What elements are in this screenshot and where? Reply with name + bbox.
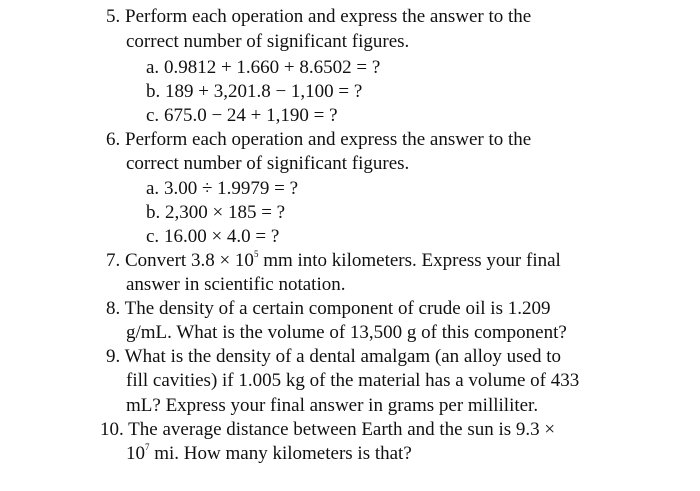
problem-5-part-a-text: 0.9812 + 1.660 + 8.6502 = ? <box>163 57 381 78</box>
problem-10-line-1 <box>100 418 555 442</box>
problem-6-part-c-text: 16.00 × 4.0 = ? <box>163 226 280 247</box>
problem-7-line-1 <box>106 249 561 273</box>
problem-6-line-2: correct number of significant figures. <box>126 153 410 174</box>
problem-5-part-b-text: 189 + 3,201.8 − 1,100 = ? <box>165 81 363 102</box>
problem-5-text: Perform each operation and express the answer to the <box>125 6 532 27</box>
problem-5-part-a-label: a. <box>146 57 160 78</box>
problem-9-text: What is the density of a dental amalgam (an alloy used to <box>124 346 562 367</box>
problem-10-exponent: 7 <box>145 442 150 452</box>
problem-10-text: The average distance between Earth and the sun is 9.3 × <box>128 419 556 440</box>
problem-5-part-c-text: 675.0 − 24 + 1,190 = ? <box>163 105 338 126</box>
problem-6-part-b <box>146 201 285 225</box>
problem-5-part-c-label: c. <box>146 105 160 126</box>
problem-9-number: 9. <box>106 346 121 367</box>
problem-6-part-a <box>146 177 298 201</box>
problem-10-text-before: 10 <box>126 443 145 464</box>
problem-7-number: 7. <box>106 250 121 271</box>
problem-9-line-1 <box>106 345 561 369</box>
problem-6-part-a-text: 3.00 ÷ 1.9979 = ? <box>163 178 299 199</box>
problem-6-part-c-label: c. <box>146 226 160 247</box>
problem-7-text-before: Convert 3.8 × 10 <box>125 250 254 271</box>
problem-10-number: 10. <box>100 419 124 440</box>
problem-7-line-2: answer in scientific notation. <box>126 274 346 295</box>
problem-5-part-c <box>146 104 338 128</box>
problem-5-number: 5. <box>106 6 121 27</box>
problem-8-number: 8. <box>106 298 121 319</box>
problem-5-part-a <box>146 56 380 80</box>
problem-8-text: The density of a certain component of crude oil is 1.209 <box>124 298 551 319</box>
problem-7-text-after: mm into kilometers. Express your final <box>258 250 561 271</box>
problem-10-line-2 <box>126 442 412 466</box>
problem-6-line-1 <box>106 128 531 152</box>
problem-6-part-c <box>146 225 279 249</box>
problem-5-part-b <box>146 80 362 104</box>
problem-8-line-1 <box>106 297 550 321</box>
problem-5-line-2: correct number of significant figures. <box>126 31 410 52</box>
problem-5-part-b-label: b. <box>146 81 161 102</box>
problem-5-line-1 <box>106 5 531 29</box>
problem-10-text-after: mi. How many kilometers is that? <box>149 443 412 464</box>
problem-6-number: 6. <box>106 129 121 150</box>
problem-6-part-a-label: a. <box>146 178 160 199</box>
problem-6-part-b-label: b. <box>146 202 161 223</box>
problem-9-line-3: mL? Express your final answer in grams per milliliter. <box>126 395 539 416</box>
problem-8-line-2: g/mL. What is the volume of 13,500 g of this component? <box>126 322 567 343</box>
problem-7-exponent: 5 <box>253 249 259 259</box>
problem-6-part-b-text: 2,300 × 185 = ? <box>165 202 286 223</box>
problem-6-text: Perform each operation and express the answer to the <box>125 129 532 150</box>
problem-9-line-2: fill cavities) if 1.005 kg of the material has a volume of 433 <box>126 370 580 391</box>
